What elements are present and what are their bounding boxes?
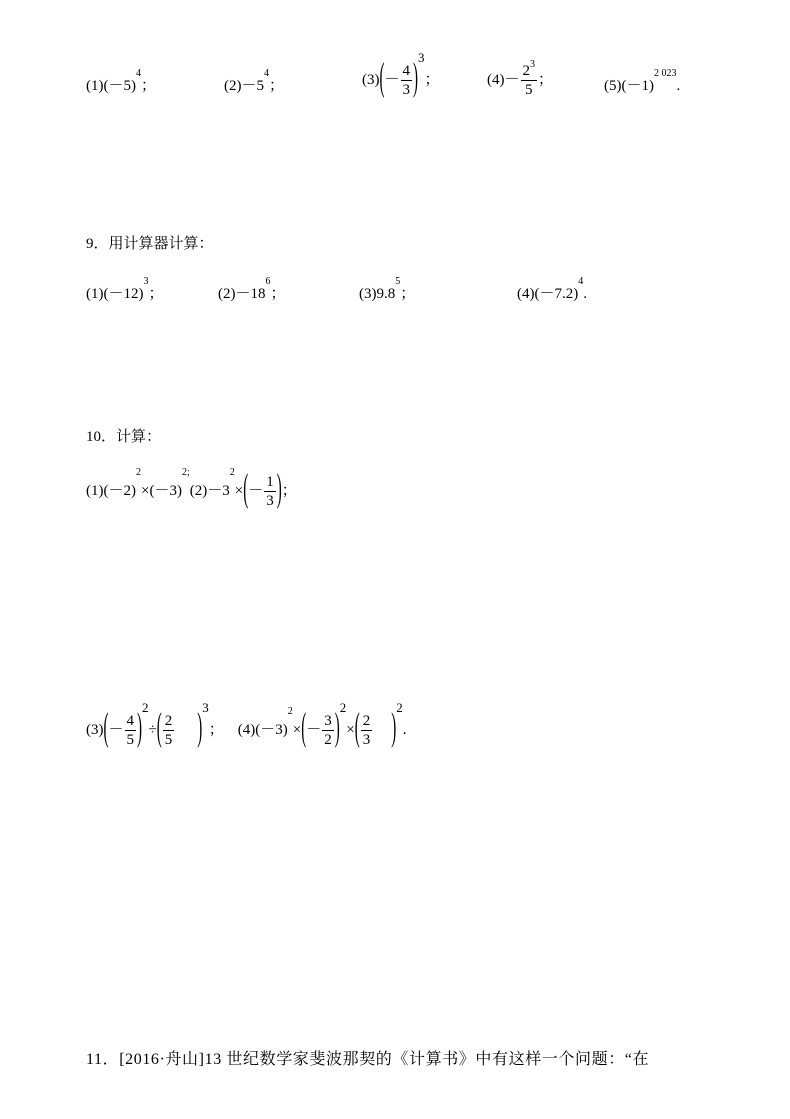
fraction-denominator: 3 [362,732,371,748]
q10-part4-fraction2 [361,712,373,749]
q10-part2-label: (2)－3 [189,482,230,499]
q8-part5 [604,68,681,95]
q8-part3 [362,50,440,100]
q8-part3-sign: － [384,71,400,88]
q9-part1 [86,276,164,303]
left-paren-icon: ( [354,708,360,750]
q10-part4 [237,700,407,750]
left-paren-icon: ( [156,708,162,750]
q10-part1-exponent: 2 [135,467,141,478]
q9-part2 [218,276,286,303]
q9-part3 [359,276,416,303]
q10-part4-fraction [322,712,334,749]
fraction-numerator: 3 [324,713,332,729]
q9-part2-end: ； [270,286,286,302]
q10-part3-fraction2 [163,712,175,749]
fraction-denominator: 3 [402,82,411,98]
q8-part5-end: . [676,78,681,94]
left-paren-icon: ( [243,469,249,511]
q11-text: 11．[2016·舟山]13 世纪数学家斐波那契的《计算书》中有这样一个问题：“在 [86,1051,650,1068]
fraction-denominator: 5 [525,82,533,98]
q10-part1-middle: ×(－3) [140,482,182,499]
q10-part2-fraction [264,473,276,510]
fraction-numerator: 2 [362,713,371,729]
times-icon: × [346,721,355,738]
q10-heading: 10．计算： [86,429,162,445]
fraction-denominator: 2 [324,732,332,748]
q8-part2-label: (2)－5 [224,78,264,94]
fraction-numerator [521,59,538,81]
q10-part1 [86,467,190,499]
q9-part1-exponent: 3 [143,276,149,287]
q8-part2-exponent: 4 [264,68,269,79]
q8-part3-exponent: 3 [418,50,425,65]
fraction-denominator: 3 [266,493,274,509]
q10-part2-end: ； [281,482,297,499]
fraction-denominator: 5 [164,732,173,748]
q9-part3-exponent: 5 [395,276,401,287]
q10-part3-end: ； [208,721,224,738]
right-paren-icon: ) [137,708,143,750]
q10-part3-label: (3) [86,721,104,738]
q10-part3-fraction [125,712,137,749]
q8-part1-end: ； [140,78,156,94]
q10-part2-exponent: 2 [229,467,235,478]
q10-part1-label: (1)(－2) [86,482,136,499]
right-paren-icon: ) [391,708,397,750]
q9-part4-end: . [583,286,587,302]
right-paren-icon: ) [276,469,282,511]
q10-row2 [86,700,407,750]
q10-part3-sign: － [108,721,124,738]
q9-part4-exponent: 4 [578,276,584,287]
q10-part4-end: . [402,721,407,738]
q10-part1-exponent2: 2; [181,467,190,478]
times-icon: × [234,482,244,499]
divide-icon: ÷ [148,721,157,738]
q9-part2-exponent: 6 [265,276,271,287]
fraction-numerator: 2 [164,713,173,729]
left-paren-icon: ( [301,708,307,750]
q8-part4-label: (4)－ [487,71,520,88]
left-paren-icon: ( [103,708,109,750]
q8-part1-label: (1)(－5) [86,78,136,94]
right-paren-icon: ) [334,708,340,750]
q8-part1-exponent: 4 [135,68,141,79]
q9-part4-label: (4)(－7.2) [517,286,579,302]
left-paren-icon: ( [379,58,385,100]
q8-part3-end: ； [424,71,440,88]
q8-part4 [487,59,554,99]
q8-part3-fraction [401,62,413,99]
q9-part2-label: (2)－18 [218,286,266,302]
q10-part2-sign: － [248,482,264,499]
right-paren-icon: ) [197,708,203,750]
numerator-exponent: 3 [530,59,535,70]
q10-part3 [86,700,224,750]
q8-part2-end: ； [269,78,285,94]
q9-part3-end: ； [400,286,416,302]
q8-part1 [86,68,156,95]
q9-heading: 9．用计算器计算： [86,236,214,252]
fraction-numerator: 1 [266,474,274,490]
q8-part3-label: (3) [362,71,380,88]
fraction-numerator: 4 [402,63,411,79]
q8-part4-end: ； [538,71,554,88]
q9-part3-label: (3)9.8 [359,286,396,302]
times-icon: × [292,721,302,738]
q10-part2 [189,467,297,511]
q10-part4-sign: － [306,721,322,738]
q10-part4-exponent: 2 [287,706,293,717]
fraction-numerator: 4 [126,713,135,729]
q10-part4-exponent2: 2 [339,700,347,715]
q10-part4-exponent3: 2 [396,700,403,715]
q9-part1-end: ； [148,286,164,302]
q9-part1-label: (1)(－12) [86,286,144,302]
q8-part2 [224,68,285,95]
q9-part4 [517,276,587,303]
q10-part3-exponent: 2 [142,700,149,715]
q8-part5-exponent: 2 023 [653,68,677,79]
q10-part3-exponent2: 3 [202,700,209,715]
q8-part5-label: (5)(－1) [604,78,654,94]
right-paren-icon: ) [413,58,419,100]
fraction-denominator: 5 [126,732,135,748]
q10-part4-label: (4)(－3) [237,721,288,738]
numerator-base: 2 [522,63,530,79]
q8-part4-fraction [521,59,538,99]
q10-row1 [86,467,297,511]
